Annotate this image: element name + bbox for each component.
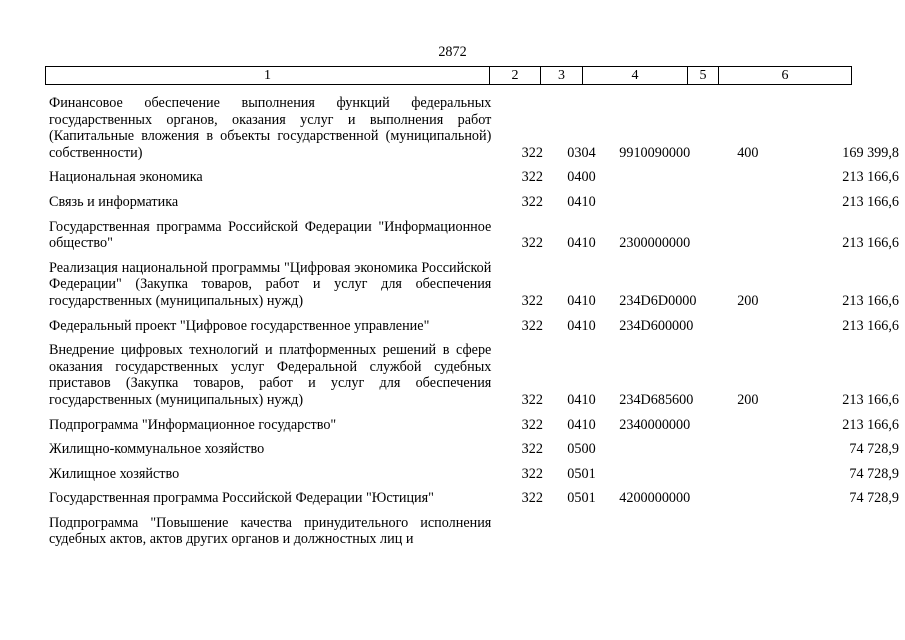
row-csr: 4200000000	[619, 490, 691, 507]
row-vr	[723, 462, 767, 487]
column-header-2: 2	[490, 67, 541, 85]
table-row	[45, 314, 905, 339]
table-row	[45, 165, 905, 190]
row-gr: 322	[521, 490, 543, 507]
column-header-6: 6	[719, 67, 852, 85]
row-section: 0410	[567, 292, 596, 309]
row-amount: 213 166,6	[842, 317, 899, 334]
table-row	[45, 91, 905, 165]
row-csr	[608, 511, 723, 552]
row-gr: 322	[521, 169, 543, 186]
row-amount: 213 166,6	[842, 416, 899, 433]
row-gr: 322	[521, 465, 543, 482]
row-vr	[723, 215, 767, 256]
row-csr: 9910090000	[619, 144, 691, 161]
row-amount: 74 728,9	[849, 465, 899, 482]
row-gr: 322	[521, 292, 543, 309]
row-amount: 213 166,6	[842, 292, 899, 309]
column-header-table	[45, 66, 852, 85]
row-vr	[723, 190, 767, 215]
row-vr	[723, 437, 767, 462]
column-header-4: 4	[583, 67, 688, 85]
row-csr: 2340000000	[619, 416, 691, 433]
row-gr: 322	[521, 416, 543, 433]
column-header-row	[46, 67, 852, 85]
row-vr	[723, 413, 767, 438]
row-vr: 200	[737, 292, 759, 309]
row-name: Связь и информатика	[49, 193, 179, 210]
row-gr: 322	[521, 235, 543, 252]
column-header-5: 5	[688, 67, 719, 85]
table-row	[45, 413, 905, 438]
budget-table	[45, 91, 905, 552]
row-vr	[723, 486, 767, 511]
row-section: 0410	[567, 391, 596, 408]
row-vr: 400	[737, 144, 759, 161]
table-row	[45, 190, 905, 215]
row-section: 0501	[567, 490, 596, 507]
row-name: Государственная программа Российской Федерации "Юстиция"	[49, 490, 434, 507]
row-vr: 200	[737, 391, 759, 408]
row-name: Национальная экономика	[49, 169, 203, 186]
row-name: Подпрограмма "Информационное государство"	[49, 416, 337, 433]
row-name: Подпрограмма "Повышение качества принудительного исполнения судебных актов, актов других органов и должностных лиц и	[49, 514, 492, 548]
row-section	[557, 511, 608, 552]
row-gr: 322	[521, 317, 543, 334]
row-gr	[493, 511, 557, 552]
table-row	[45, 462, 905, 487]
table-row	[45, 338, 905, 412]
row-name: Жилищное хозяйство	[49, 465, 180, 482]
row-name: Жилищно-коммунальное хозяйство	[49, 441, 265, 458]
table-row	[45, 511, 905, 552]
row-vr	[723, 165, 767, 190]
row-amount: 74 728,9	[849, 441, 899, 458]
row-name: Государственная программа Российской Федерации "Информационное общество"	[49, 218, 492, 252]
row-amount	[767, 511, 905, 552]
row-section: 0410	[567, 317, 596, 334]
row-csr: 2300000000	[619, 235, 691, 252]
row-name: Финансовое обеспечение выполнения функций федеральных государственных органов, оказания услуг и выполнения работ (Капитальные вложения в объекты государственной (муниципальной) собственности)	[49, 95, 492, 161]
row-csr: 234D685600	[619, 391, 694, 408]
row-amount: 213 166,6	[842, 193, 899, 210]
table-row	[45, 215, 905, 256]
row-csr	[608, 462, 723, 487]
row-section: 0410	[567, 416, 596, 433]
row-csr	[608, 437, 723, 462]
page-number: 2872	[438, 44, 467, 60]
table-row	[45, 437, 905, 462]
row-csr	[608, 165, 723, 190]
row-csr: 234D6D0000	[619, 292, 697, 309]
row-section: 0410	[567, 193, 596, 210]
row-amount: 213 166,6	[842, 235, 899, 252]
column-header-3: 3	[541, 67, 583, 85]
row-gr: 322	[521, 441, 543, 458]
row-section: 0304	[567, 144, 596, 161]
row-section: 0500	[567, 441, 596, 458]
row-section: 0410	[567, 235, 596, 252]
table-row	[45, 256, 905, 314]
row-csr	[608, 190, 723, 215]
column-header-1: 1	[46, 67, 490, 85]
row-name: Реализация национальной программы "Цифровая экономика Российской Федерации" (Закупка товаров, работ и услуг для обеспечения государственных (муниципальных) нужд)	[49, 259, 492, 309]
row-csr: 234D600000	[619, 317, 694, 334]
row-section: 0400	[567, 169, 596, 186]
row-name: Федеральный проект "Цифровое государственное управление"	[49, 317, 430, 334]
row-gr: 322	[521, 391, 543, 408]
row-amount: 74 728,9	[849, 490, 899, 507]
row-name: Внедрение цифровых технологий и платформенных решений в сфере оказания государственных услуг Федеральной службой судебных приставов (Закупка товаров, работ и услуг для обеспечения государственных (муниципальных) нужд)	[49, 342, 492, 408]
row-gr: 322	[521, 193, 543, 210]
row-amount: 169 399,8	[842, 144, 899, 161]
row-gr: 322	[521, 144, 543, 161]
row-amount: 213 166,6	[842, 169, 899, 186]
row-amount: 213 166,6	[842, 391, 899, 408]
row-vr	[723, 511, 767, 552]
row-section: 0501	[567, 465, 596, 482]
table-row	[45, 486, 905, 511]
row-vr	[723, 314, 767, 339]
